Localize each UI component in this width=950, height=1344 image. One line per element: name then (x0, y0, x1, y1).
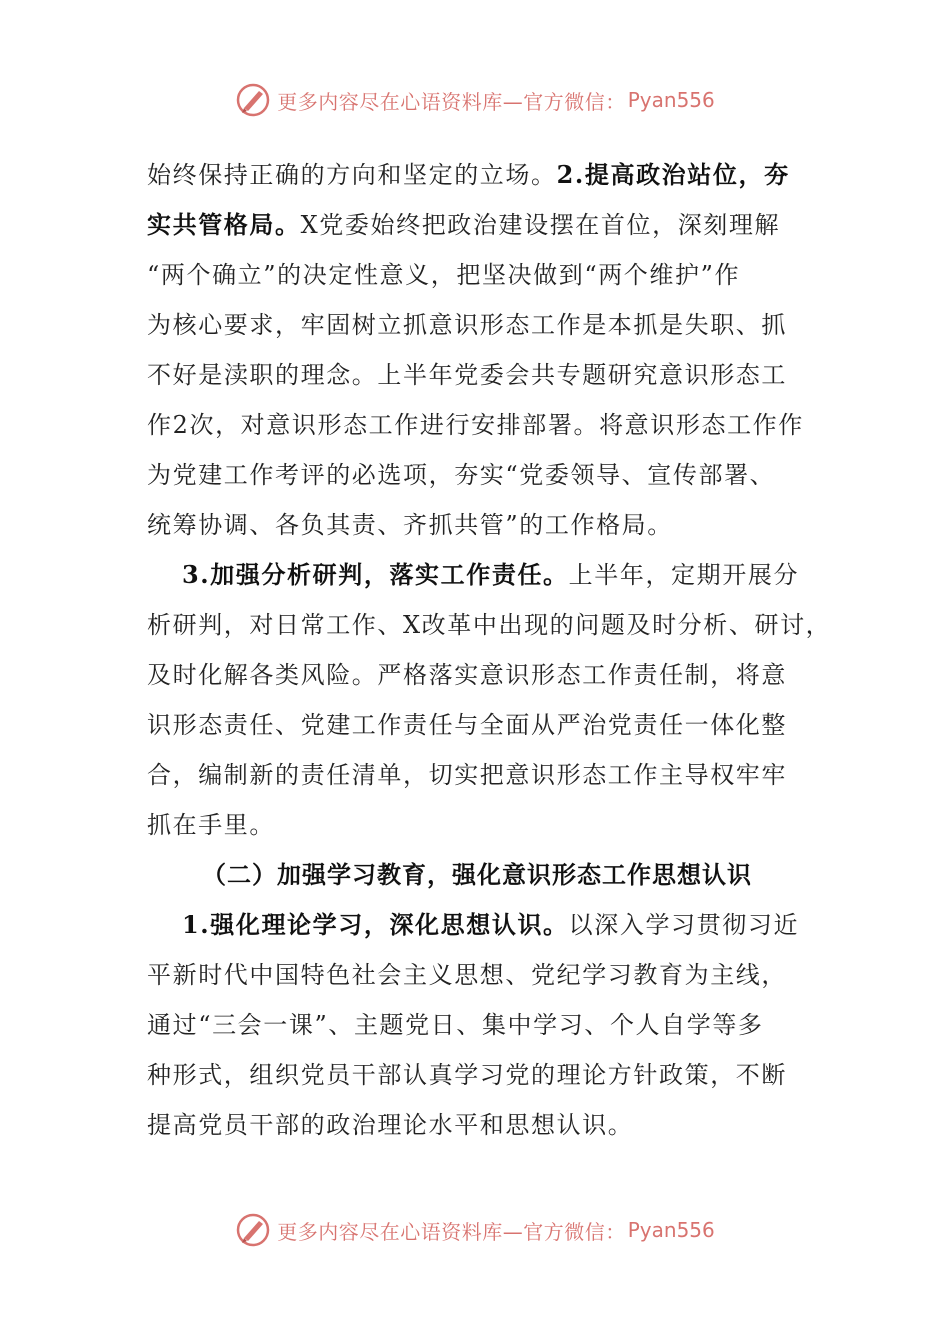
text-line (147, 850, 807, 900)
body-text: “两个确立”的决定性意义，把坚决做到“两个维护”作 (147, 261, 741, 289)
watermark-id: Pyan556 (627, 88, 715, 112)
text-line (147, 150, 807, 200)
text-line (147, 400, 807, 450)
text-line (147, 700, 807, 750)
bold-heading-text: （二）加强学习教育，强化意识形态工作思想认识 (202, 860, 752, 889)
text-line (147, 550, 807, 600)
body-text: 提高党员干部的政治理论水平和思想认识。 (147, 1111, 634, 1139)
pen-logo-icon (235, 82, 271, 118)
text-line (147, 200, 807, 250)
body-text: 统筹协调、各负其责、齐抓共管”的工作格局。 (147, 511, 673, 539)
text-line (147, 1050, 807, 1100)
body-text: 为核心要求，牢固树立抓意识形态工作是本抓是失职、抓 (147, 311, 787, 339)
body-text: 合，编制新的责任清单，切实把意识形态工作主导权牢牢 (147, 761, 787, 789)
watermark-text: 更多内容尽在心语资料库—官方微信： (277, 89, 626, 114)
body-text: 种形式，组织党员干部认真学习党的理论方针政策，不断 (147, 1061, 787, 1089)
text-line (147, 1100, 807, 1150)
header-watermark (0, 80, 950, 120)
bold-heading-text: 2.提高政治站位，夯 (556, 160, 790, 189)
text-line (147, 300, 807, 350)
bold-heading-text: 3.加强分析研判，落实工作责任。 (182, 560, 569, 589)
body-text: 以深入学习贯彻习近 (568, 911, 800, 939)
text-line (147, 250, 807, 300)
document-body (147, 150, 832, 1150)
text-line (147, 900, 807, 950)
bold-heading-text: 实共管格局。 (147, 210, 301, 239)
text-line (147, 750, 807, 800)
body-text: 上半年，定期开展分 (568, 561, 800, 589)
text-line (147, 350, 807, 400)
body-text: 及时化解各类风险。严格落实意识形态工作责任制，将意 (147, 661, 787, 689)
footer-watermark (0, 1210, 950, 1250)
watermark-text: 更多内容尽在心语资料库—官方微信： (277, 1219, 626, 1244)
body-text: 通过“三会一课”、主题党日、集中学习、个人自学等多 (147, 1011, 764, 1039)
body-text: X党委始终把政治建设摆在首位，深刻理解 (300, 211, 781, 239)
body-text: 作2次，对意识形态工作进行安排部署。将意识形态工作作 (147, 411, 804, 439)
body-text: 不好是渎职的理念。上半年党委会共专题研究意识形态工 (147, 361, 787, 389)
body-text: 析研判，对日常工作、X改革中出现的问题及时分析、研讨， (147, 611, 832, 639)
text-line (147, 1000, 807, 1050)
text-line (147, 650, 807, 700)
text-line (147, 500, 807, 550)
text-line (147, 800, 807, 850)
pen-logo-icon (235, 1212, 271, 1248)
body-text: 为党建工作考评的必选项，夯实“党委领导、宣传部署、 (147, 461, 776, 489)
body-text: 平新时代中国特色社会主义思想、党纪学习教育为主线， (147, 961, 787, 989)
watermark-id: Pyan556 (627, 1218, 715, 1242)
body-text: 抓在手里。 (147, 811, 275, 839)
text-line (147, 450, 807, 500)
body-text: 始终保持正确的方向和坚定的立场。 (147, 161, 557, 189)
bold-heading-text: 1.强化理论学习，深化思想认识。 (182, 910, 569, 939)
text-line (147, 600, 832, 650)
text-line (147, 950, 807, 1000)
body-text: 识形态责任、党建工作责任与全面从严治党责任一体化整 (147, 711, 787, 739)
